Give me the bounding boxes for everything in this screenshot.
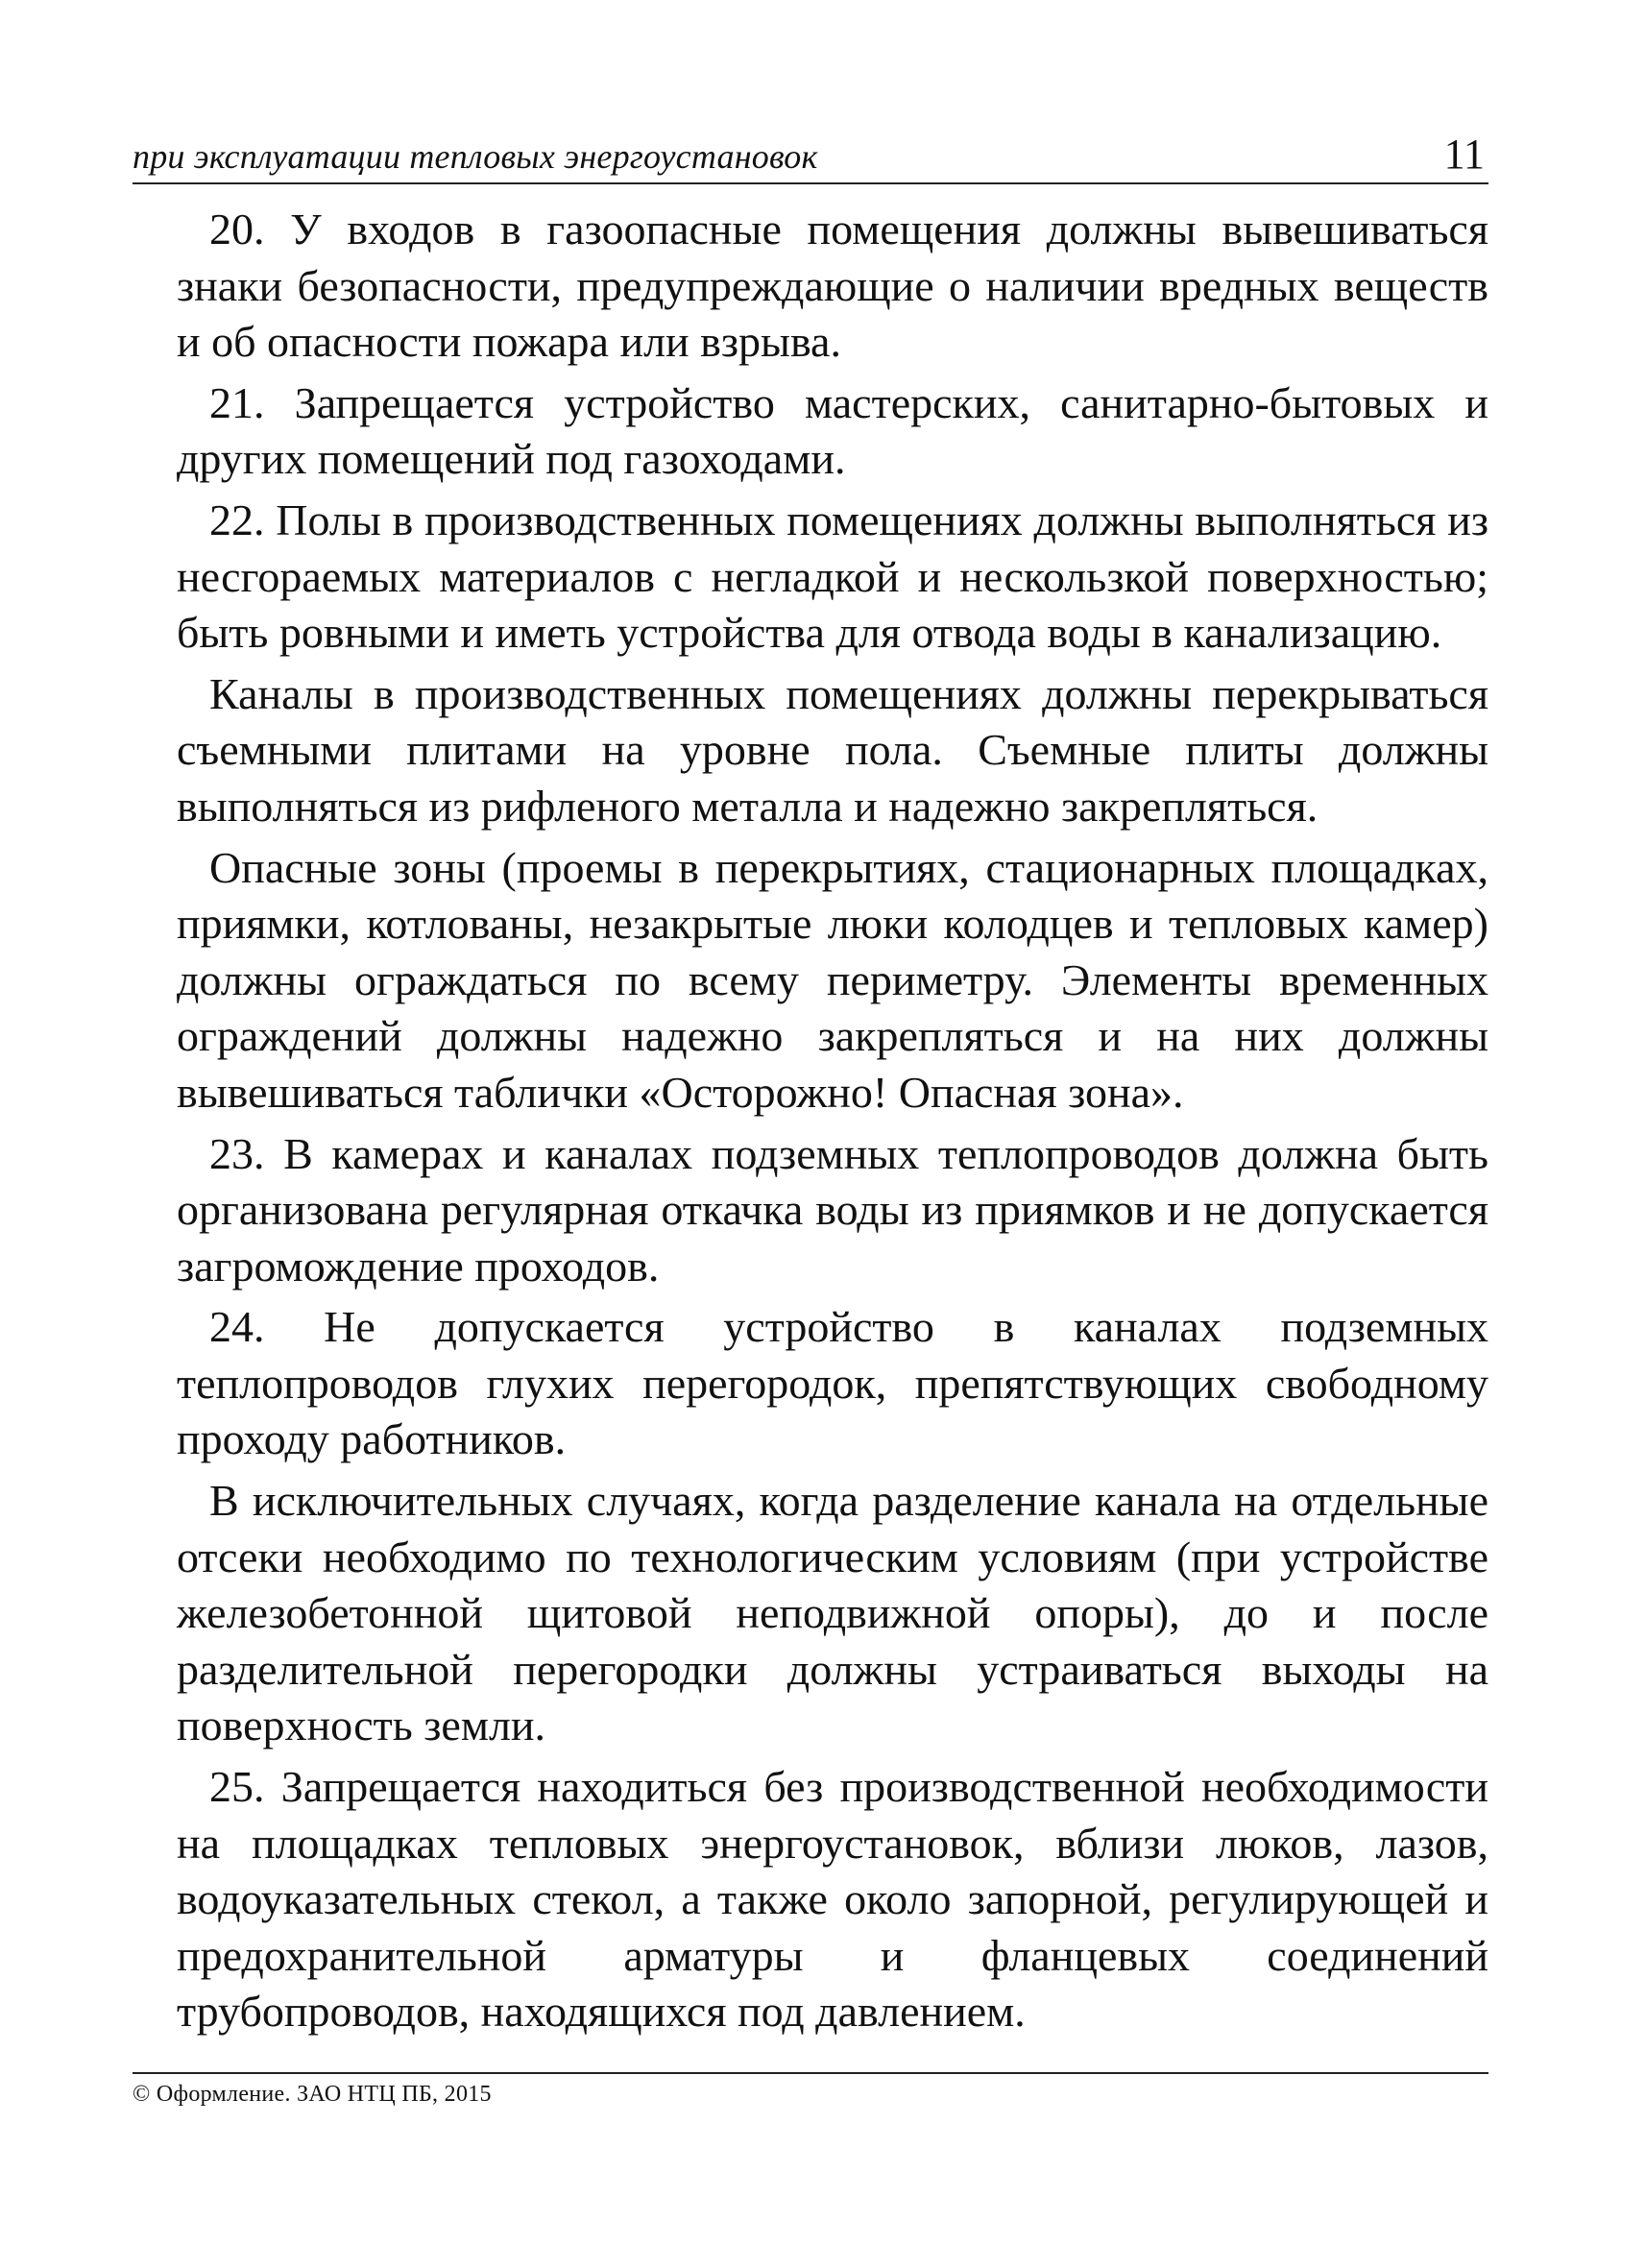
paragraph-21: 21. Запрещается устройство мастерских, санитарно-бытовых и других помещений под газоходами. <box>177 377 1488 484</box>
paragraph-danger-zones: Опасные зоны (проемы в перекрытиях, стационарных площадках, приямки, котлованы, незакрытые люки колодцев и тепловых камер) должны ограждаться по всему периметру. Элементы временных ограждений должны надежно закрепляться и на них должны вывешиваться таблички «Осторожно! Опасная зона». <box>177 842 1488 1117</box>
paragraph-24: 24. Не допускается устройство в каналах подземных теплопроводов глухих перегородок, препятствующих свободному проходу работников. <box>177 1302 1488 1464</box>
paragraph-channels: Каналы в производственных помещениях должны перекрываться съемными плитами на уровне пола. Съемные плиты должны выполняться из рифленого металла и надежно закрепляться. <box>177 668 1488 831</box>
page-number: 11 <box>1443 131 1485 178</box>
paragraph-25: 25. Запрещается находиться без производственной необходимости на площадках тепловых энергоустановок, вблизи люков, лазов, водоуказательных стекол, а также около запорной, регулирующей и предохранительной арматуры и фланцевых соединений трубопроводов, находящихся под давлением. <box>177 1762 1488 2037</box>
footer-divider <box>133 2072 1488 2074</box>
paragraph-22: 22. Полы в производственных помещениях должны выполняться из несгораемых материалов с негладкой и нескользкой поверхностью; быть ровными и иметь устройства для отвода воды в канализацию. <box>177 495 1488 658</box>
paragraph-23: 23. В камерах и каналах подземных теплопроводов должна быть организована регулярная откачка воды из приямков и не допускается загромождение проходов. <box>177 1128 1488 1291</box>
running-header <box>133 133 1488 184</box>
paragraph-20: 20. У входов в газоопасные помещения должны вывешиваться знаки безопасности, предупреждающие о наличии вредных веществ и об опасности пожара или взрыва. <box>177 205 1488 367</box>
footer-copyright: © Оформление. ЗАО НТЦ ПБ, 2015 <box>133 2082 492 2107</box>
paragraph-exceptional-cases: В исключительных случаях, когда разделение канала на отдельные отсеки необходимо по технологическим условиям (при устройстве железобетонной щитовой неподвижной опоры), до и после разделительной перегородки должны устраиваться выходы на поверхность земли. <box>177 1476 1488 1750</box>
body-text <box>177 202 1488 2045</box>
header-title: при эксплуатации тепловых энергоустановок <box>133 137 818 176</box>
